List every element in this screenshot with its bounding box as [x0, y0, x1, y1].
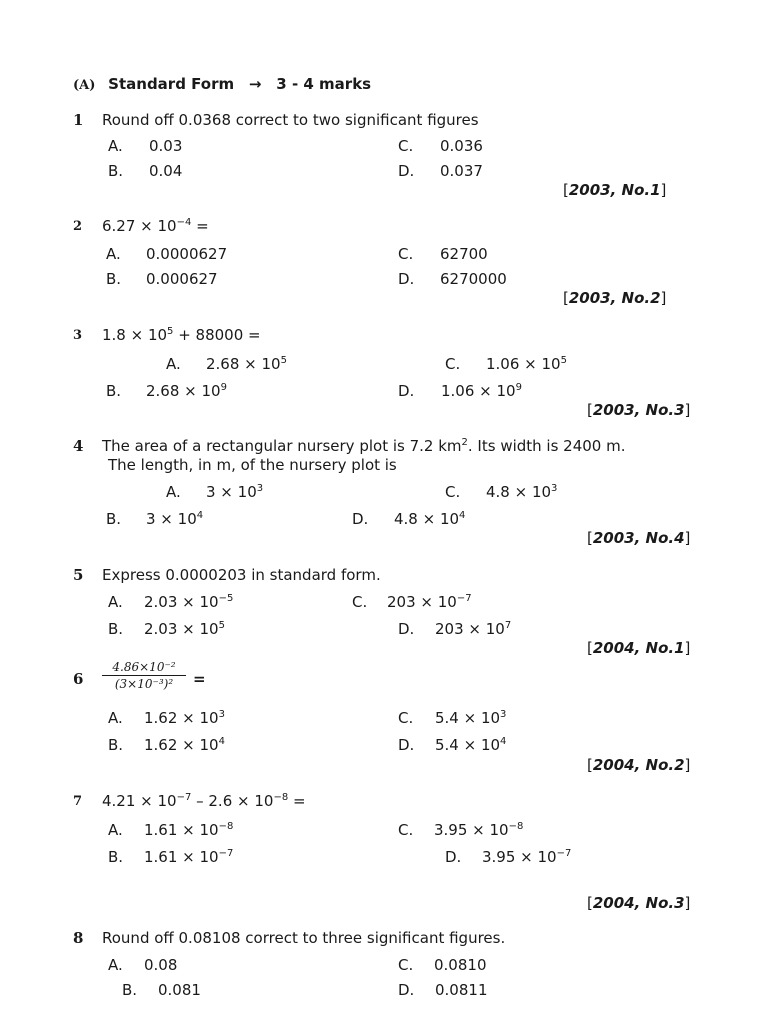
- question-number: 7: [73, 794, 83, 809]
- option-c-value: $5.4 \times 10^3$: [435, 709, 507, 727]
- source-reference: [2003, No.1]: [563, 181, 667, 199]
- fraction-denominator: (3×10⁻³)²: [114, 677, 174, 691]
- option-c-label: C.: [398, 956, 414, 974]
- option-d-label: D.: [398, 382, 415, 400]
- option-a-value: $1.61 \times 10^{-8}$: [144, 821, 234, 839]
- option-b-label: B.: [108, 736, 124, 754]
- option-c-label: C.: [352, 593, 368, 611]
- option-b-label: B.: [106, 382, 122, 400]
- option-c-value: $3.95 \times 10^{-8}$: [434, 821, 524, 839]
- option-c-value: 0.0810: [434, 956, 487, 974]
- option-a-label: A.: [108, 709, 123, 727]
- option-d-label: D.: [352, 510, 369, 528]
- question-text: Round off 0.08108 correct to three significant figures.: [102, 929, 506, 947]
- question-number: 3: [73, 328, 83, 343]
- option-c-label: C.: [398, 245, 414, 263]
- question-text: $6.27 \times 10^{-4}$ =: [102, 217, 209, 235]
- option-d-value: 6270000: [440, 270, 507, 288]
- option-d-value: 0.037: [440, 162, 483, 180]
- option-b-label: B.: [108, 620, 124, 638]
- option-a-label: A.: [108, 593, 123, 611]
- option-d-value: $3.95 \times 10^{-7}$: [482, 848, 572, 866]
- question-number: 8: [73, 929, 84, 947]
- source-reference: [2004, No.3]: [587, 894, 691, 912]
- option-d-label: D.: [398, 162, 415, 180]
- option-d-label: D.: [398, 736, 415, 754]
- option-a-label: A.: [108, 956, 123, 974]
- option-c-label: C.: [445, 483, 461, 501]
- option-b-value: $1.62 \times 10^4$: [144, 736, 225, 754]
- source-reference: [2003, No.3]: [587, 401, 691, 419]
- option-a-value: $2.03 \times 10^{-5}$: [144, 593, 234, 611]
- option-b-value: 0.081: [158, 981, 201, 999]
- option-b-value: $1.61 \times 10^{-7}$: [144, 848, 234, 866]
- option-a-label: A.: [166, 355, 181, 373]
- option-b-label: B.: [122, 981, 138, 999]
- option-d-value: $4.8 \times 10^4$: [394, 510, 466, 528]
- option-a-value: 0.03: [149, 137, 183, 155]
- source-reference: [2003, No.2]: [563, 289, 667, 307]
- question-text: $4.21 \times 10^{-7} - 2.6 \times 10^{-8}$ =: [102, 792, 306, 810]
- section-header: [73, 75, 371, 95]
- fraction-bar: [102, 675, 186, 676]
- section-label: (A): [73, 78, 96, 93]
- option-b-value: $3 \times 10^4$: [146, 510, 204, 528]
- option-d-label: D.: [445, 848, 462, 866]
- option-c-value: 62700: [440, 245, 488, 263]
- equals-sign: =: [193, 670, 206, 688]
- option-d-value: $5.4 \times 10^4$: [435, 736, 507, 754]
- option-b-value: $2.03 \times 10^5$: [144, 620, 225, 638]
- option-c-value: $1.06 \times 10^5$: [486, 355, 567, 373]
- option-c-label: C.: [398, 137, 414, 155]
- option-a-label: A.: [106, 245, 121, 263]
- option-d-label: D.: [398, 270, 415, 288]
- question-text: Round off 0.0368 correct to two significant figures: [102, 111, 479, 129]
- source-reference: [2004, No.1]: [587, 639, 691, 657]
- question-number: 4: [73, 437, 84, 455]
- source-reference: [2003, No.4]: [587, 529, 691, 547]
- option-a-label: A.: [108, 137, 123, 155]
- option-c-value: 0.036: [440, 137, 483, 155]
- option-a-label: A.: [108, 821, 123, 839]
- option-a-value: $2.68 \times 10^5$: [206, 355, 287, 373]
- fraction-numerator: 4.86×10⁻²: [112, 660, 176, 674]
- section-title: Standard Form: [108, 75, 235, 93]
- option-b-value: $2.68 \times 10^9$: [146, 382, 227, 400]
- section-marks: 3 - 4 marks: [276, 75, 372, 93]
- option-b-value: 0.04: [149, 162, 183, 180]
- question-text: Express 0.0000203 in standard form.: [102, 566, 381, 584]
- option-c-value: $203 \times 10^{-7}$: [387, 593, 472, 611]
- option-a-value: $1.62 \times 10^3$: [144, 709, 225, 727]
- question-text: $1.8 \times 10^5 + 88000$ =: [102, 326, 261, 344]
- option-b-value: 0.000627: [146, 270, 218, 288]
- option-a-value: 0.08: [144, 956, 178, 974]
- question-text: The area of a rectangular nursery plot is 7.2 $km^2$. Its width is 2400 m.: [102, 437, 626, 455]
- option-d-value: $1.06 \times 10^9$: [441, 382, 522, 400]
- arrow-icon: →: [248, 75, 262, 93]
- source-reference: [2004, No.2]: [587, 756, 691, 774]
- option-a-label: A.: [166, 483, 181, 501]
- question-number: 6: [73, 670, 84, 688]
- option-a-value: 0.0000627: [146, 245, 228, 263]
- question-text-line2: The length, in m, of the nursery plot is: [108, 456, 397, 474]
- option-d-value: $203 \times 10^7$: [435, 620, 512, 638]
- option-b-label: B.: [106, 510, 122, 528]
- fraction-expression: [102, 660, 186, 691]
- option-b-label: B.: [108, 162, 124, 180]
- option-c-label: C.: [398, 821, 414, 839]
- question-number: 2: [73, 219, 83, 234]
- option-b-label: B.: [108, 848, 124, 866]
- option-a-value: $3 \times 10^3$: [206, 483, 264, 501]
- option-d-label: D.: [398, 620, 415, 638]
- option-d-label: D.: [398, 981, 415, 999]
- option-b-label: B.: [106, 270, 122, 288]
- option-d-value: 0.0811: [435, 981, 488, 999]
- option-c-value: $4.8 \times 10^3$: [486, 483, 558, 501]
- question-number: 1: [73, 111, 84, 129]
- question-number: 5: [73, 566, 84, 584]
- option-c-label: C.: [445, 355, 461, 373]
- option-c-label: C.: [398, 709, 414, 727]
